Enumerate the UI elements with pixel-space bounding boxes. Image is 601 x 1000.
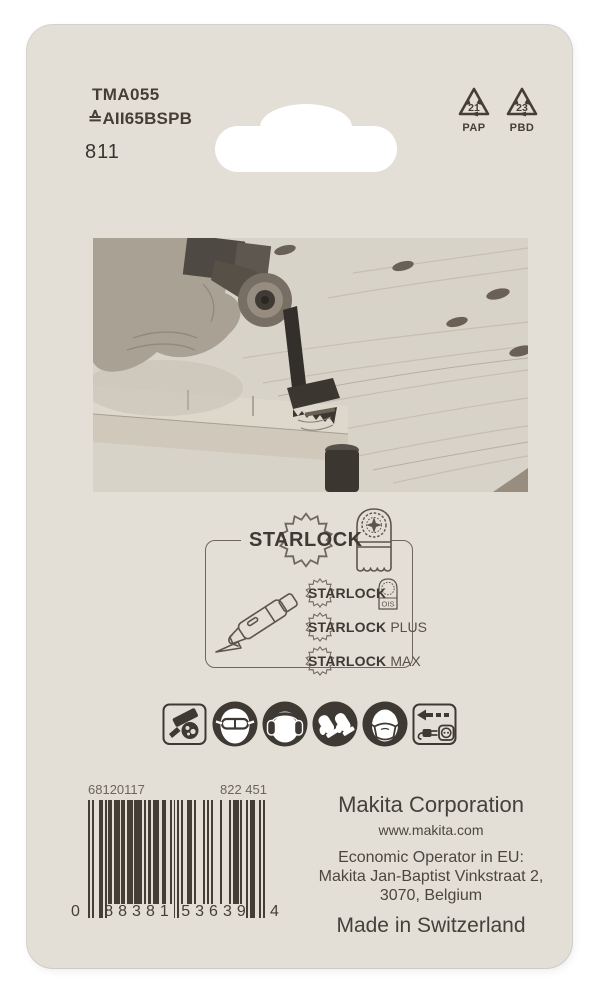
starlock-panel xyxy=(205,529,427,669)
manufacturer-info xyxy=(295,793,567,938)
starlock-compatibility-list xyxy=(308,581,427,683)
batch-code-stamp: 811 xyxy=(85,141,120,163)
dust-mask-icon xyxy=(361,700,409,748)
recycling-mark-pap xyxy=(453,85,495,134)
barcode-digit-group2: 53639 xyxy=(181,903,251,920)
starlock-brand: STARLOCK xyxy=(308,585,387,601)
production-number: 68120117 xyxy=(88,782,145,797)
recycling-triangle-icon xyxy=(453,85,495,119)
barcode-module xyxy=(263,800,265,918)
article-number: 822 451 xyxy=(220,782,267,797)
starlock-plus-row xyxy=(308,615,427,639)
starlock-max-row xyxy=(308,649,427,673)
recycling-mark-pbd xyxy=(501,85,543,134)
ear-protection-icon xyxy=(261,700,309,748)
oscillating-tool-outline-icon xyxy=(212,585,309,665)
starlock-title xyxy=(241,527,371,553)
starlock-title-text: STARLOCK xyxy=(249,529,363,551)
barcode-reference-numbers xyxy=(88,782,267,797)
safety-icons-row xyxy=(161,700,459,748)
eye-protection-icon xyxy=(211,700,259,748)
barcode-digit-lead: 0 xyxy=(71,903,80,920)
starlock-row xyxy=(308,581,427,605)
model-number: TMA055 xyxy=(92,85,160,104)
barcode-block xyxy=(88,782,267,920)
unplug-icon xyxy=(411,700,459,748)
starlock-suffix: PLUS xyxy=(390,619,427,635)
ois-label: OIS xyxy=(381,599,395,609)
starlock-suffix: MAX xyxy=(390,653,421,669)
oscillating-tool-icon xyxy=(161,700,209,748)
recycling-number: 23 xyxy=(516,102,528,114)
equivalent-code: ≙AII65BSPB xyxy=(88,109,193,128)
barcode-digit-group1: 88381 xyxy=(104,903,174,920)
barcode-digit-check: 4 xyxy=(270,903,279,920)
euro-hang-slot xyxy=(215,126,397,172)
protective-gloves-icon xyxy=(311,700,359,748)
starlock-brand: STARLOCK xyxy=(308,653,387,669)
recycling-marks xyxy=(453,85,543,134)
recycling-material: PAP xyxy=(462,122,486,134)
eu-operator-block xyxy=(295,848,567,905)
eu-operator-label: Economic Operator in EU: xyxy=(338,849,524,866)
eu-operator-address2: 3070, Belgium xyxy=(379,887,483,904)
barcode-bars xyxy=(88,800,267,920)
recycling-material: PBD xyxy=(509,122,535,134)
made-in-label: Made in Switzerland xyxy=(336,914,526,937)
company-name: Makita Corporation xyxy=(338,792,524,817)
eu-operator-address1: Makita Jan-Baptist Vinkstraat 2, xyxy=(318,868,544,885)
packaging-card xyxy=(27,25,572,968)
recycling-triangle-icon xyxy=(501,85,543,119)
bench-dog xyxy=(325,450,359,492)
website-url: www.makita.com xyxy=(378,822,484,838)
starlock-brand: STARLOCK xyxy=(308,619,387,635)
product-photo xyxy=(93,238,528,492)
recycling-number: 21 xyxy=(468,102,480,114)
